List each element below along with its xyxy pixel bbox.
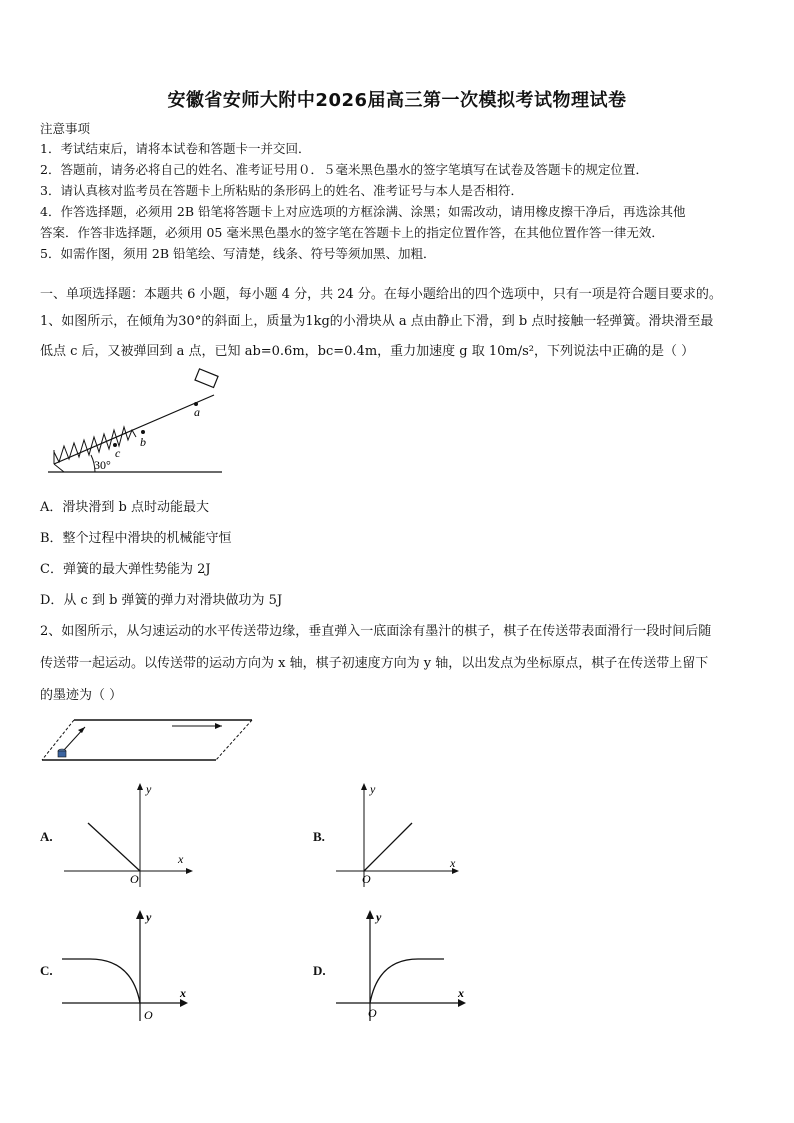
origin-label: O — [362, 872, 371, 886]
q2-graph-d — [334, 907, 474, 1027]
notice-heading: 注意事项 — [40, 121, 91, 136]
q2-stem-line3: 的墨迹为（ ） — [40, 688, 123, 703]
q1-stem-line1: 1、如图所示，在倾角为30°的斜面上，质量为1kg的小滑块从 a 点由静止下滑，到 b 点时接触一轻弹簧。滑块滑至最 — [40, 314, 714, 329]
q1-stem-line2: 低点 c 后，又被弹回到 a 点，已知 ab=0.6m，bc=0.4m，重力加速度 g 取 10m/s²，下列说法中正确的是（ ） — [40, 344, 695, 359]
label-angle: 30° — [94, 458, 111, 472]
q2-graph-a — [60, 779, 200, 891]
axis-y-label: y — [146, 910, 152, 924]
axis-x-label: x — [458, 986, 464, 1000]
q1-incline-figure — [40, 372, 230, 482]
axis-y-label: y — [370, 782, 376, 796]
axis-y-label: y — [146, 782, 152, 796]
q2-option-a-letter: A. — [40, 829, 53, 844]
conveyor-belt-figure — [40, 715, 255, 767]
notice-item-4-cont: 答案．作答非选择题，必须用 05 毫米黑色墨水的签字笔在答题卡上的指定位置作答，在其他位置作答一律无效． — [40, 225, 664, 240]
label-c: c — [115, 446, 121, 460]
origin-label: O — [368, 1006, 377, 1020]
notice-item-4: 4．作答选择题，必须用 2B 铅笔将答题卡上对应选项的方框涂满、涂黑；如需改动，请用橡皮擦干净后，再选涂其他 — [40, 204, 686, 219]
axis-y-label: y — [376, 910, 382, 924]
section-heading: 一、单项选择题：本题共 6 小题，每小题 4 分，共 24 分。在每小题给出的四个选项中，只有一项是符合题目要求的。 — [40, 287, 722, 302]
page-title: 安徽省安师大附中2026届高三第一次模拟考试物理试卷 — [167, 90, 627, 111]
notice-item-3: 3．请认真核对监考员在答题卡上所粘贴的条形码上的姓名、准考证号与本人是否相符． — [40, 183, 523, 198]
q2-option-b-letter: B. — [313, 829, 325, 844]
q1-option-c: C．弹簧的最大弹性势能为 2J — [40, 562, 211, 577]
axis-x-label: x — [178, 852, 184, 866]
q1-option-a: A．滑块滑到 b 点时动能最大 — [40, 500, 209, 515]
axis-x-label: x — [180, 986, 186, 1000]
origin-label: O — [130, 872, 139, 886]
label-a: a — [194, 405, 200, 419]
q2-option-d-letter: D. — [313, 963, 326, 978]
origin-label: O — [144, 1008, 153, 1022]
label-b: b — [140, 435, 146, 449]
q2-graph-c — [60, 907, 200, 1027]
notice-item-1: 1．考试结束后，请将本试卷和答题卡一并交回． — [40, 141, 311, 156]
q2-stem-line1: 2、如图所示，从匀速运动的水平传送带边缘，垂直弹入一底面涂有墨汁的棋子，棋子在传送带表面滑行一段时间后随 — [40, 624, 712, 639]
q1-option-d: D．从 c 到 b 弹簧的弹力对滑块做功为 5J — [40, 593, 283, 608]
axis-x-label: x — [450, 856, 456, 870]
q1-option-b: B．整个过程中滑块的机械能守恒 — [40, 531, 232, 546]
notice-item-2: 2．答题前，请务必将自己的姓名、准考证号用０．５毫米黑色墨水的签字笔填写在试卷及答题卡的规定位置． — [40, 162, 648, 177]
q2-option-c-letter: C. — [40, 963, 53, 978]
q2-stem-line2: 传送带一起运动。以传送带的运动方向为 x 轴，棋子初速度方向为 y 轴，以出发点为坐标原点，棋子在传送带上留下 — [40, 656, 709, 671]
notice-item-5: 5．如需作图，须用 2B 铅笔绘、写清楚，线条、符号等须加黑、加粗． — [40, 246, 436, 261]
q2-graph-b — [330, 779, 470, 891]
